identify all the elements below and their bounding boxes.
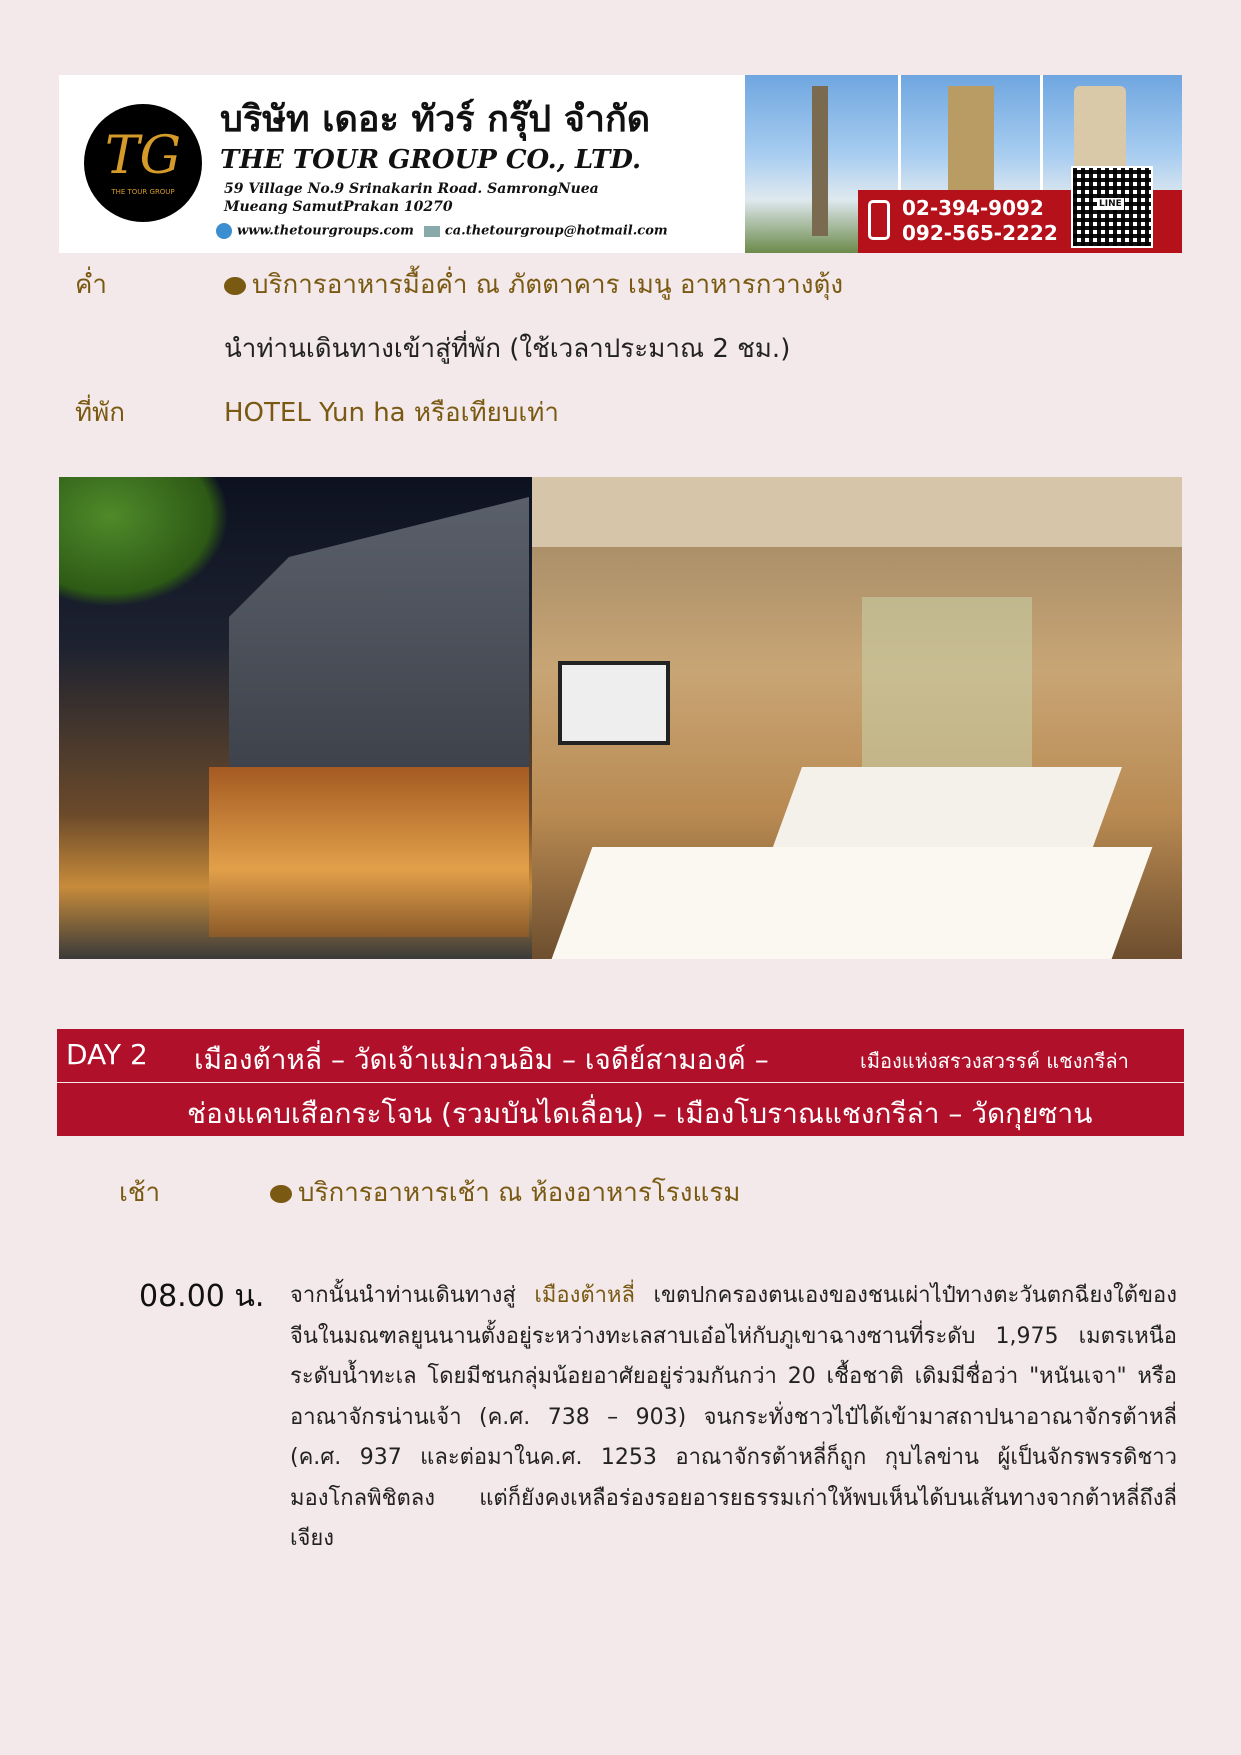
hotel-entrance xyxy=(209,767,529,937)
activity-time: 08.00 น. xyxy=(139,1279,265,1314)
mail-icon xyxy=(424,226,440,237)
hotel-name: HOTEL Yun ha หรือเทียบเท่า xyxy=(224,398,559,428)
day-route-line1-small: เมืองแห่งสรวงสวรรค์ แชงกรีล่า xyxy=(860,1049,1129,1073)
meal-icon xyxy=(270,1185,292,1203)
breakfast-desc: บริการอาหารเช้า ณ ห้องอาหารโรงแรม xyxy=(298,1178,741,1208)
day-route-line2: ช่องแคบเสือกระโจน (รวมบันไดเลื่อน) – เมืองโบราณแชงกรีล่า – วัดกุยซาน xyxy=(187,1097,1093,1130)
dinner-text xyxy=(224,264,843,305)
phone-number-1[interactable]: 02-394-9092 xyxy=(902,196,1044,220)
logo-text: TG xyxy=(104,126,182,186)
desc-highlight: เมืองต้าหลี่ xyxy=(534,1283,635,1308)
logo-subtext: THE TOUR GROUP xyxy=(111,188,175,196)
dinner-desc: บริการอาหารมื้อค่ำ ณ ภัตตาคาร เมนู อาหารกวางตุ้ง xyxy=(252,270,844,300)
day-label: DAY 2 xyxy=(66,1038,148,1071)
qr-label: LINE xyxy=(1099,199,1122,209)
meal-icon xyxy=(224,277,246,295)
company-name-th: บริษัท เดอะ ทัวร์ กรุ๊ป จำกัด xyxy=(220,99,651,140)
hotel-label: ที่พัก xyxy=(75,398,126,428)
hotel-building xyxy=(229,497,529,797)
bed-front xyxy=(552,847,1153,959)
address-line2: Mueang SamutPrakan 10270 xyxy=(224,199,453,215)
day-route-line1: เมืองต้าหลี่ – วัดเจ้าแม่กวนอิม – เจดีย์สามองค์ – xyxy=(194,1043,769,1076)
tv-screen xyxy=(558,661,670,745)
address-line1: 59 Village No.9 Srinakarin Road. SamrongNuea xyxy=(224,181,599,197)
line-qr-code[interactable] xyxy=(1071,166,1153,248)
company-name-en: THE TOUR GROUP CO., LTD. xyxy=(220,145,642,175)
phone-number-2[interactable]: 092-565-2222 xyxy=(902,221,1058,245)
tree-foliage xyxy=(59,477,229,607)
big-ben-image xyxy=(948,86,994,191)
dinner-label: ค่ำ xyxy=(75,270,107,300)
globe-icon xyxy=(216,223,232,239)
contact-row xyxy=(216,223,668,239)
hotel-room-photo xyxy=(532,477,1182,959)
room-ceiling xyxy=(532,477,1182,547)
phone-icon xyxy=(868,200,890,240)
desc-before: จากนั้นนำท่านเดินทางสู่ xyxy=(290,1283,535,1308)
desc-after: เขตปกครองตนเองของชนเผ่าไป๋ทางตะวันตกฉียงใต้ของจีนในมณฑลยูนนานตั้งอยู่ระหว่างทะเลสาบเอ๋อไห่กับภูเขาฉางซานที่ระดับ 1,975 เมตรเหนือระดับน้ำทะเล โดยมีชนกลุ่มน้อยอาศัยอยู่ร่วมกันกว่า 20 เชื้อชาติ เดิมมีชื่อว่า "หนันเจา" หรืออาณาจักรน่านเจ้า (ค.ศ. 738 – 903) จนกระทั่งชาวไป๋ได้เข้ามาสถาปนาอาณาจักรต้าหลี่ (ค.ศ. 937 และต่อมาในค.ศ. 1253 อาณาจักรต้าหลี่ก็ถูก กุบไลข่าน ผู้เป็นจักรพรรดิชาวมองโกลพิชิตลง แต่ก็ยังคงเหลือร่องรอยอารยธรรมเก่าให้พบเห็นได้บนเส้นทางจากต้าหลี่ถึงลี่เจียง xyxy=(290,1283,1178,1551)
travel-note: นำท่านเดินทางเข้าสู่ที่พัก (ใช้เวลาประมาณ 2 ชม.) xyxy=(224,334,791,364)
breakfast-label: เช้า xyxy=(119,1178,161,1208)
activity-description xyxy=(290,1276,1177,1560)
breakfast-text xyxy=(270,1172,740,1213)
email-link[interactable]: ca.thetourgroup@hotmail.com xyxy=(444,223,668,239)
eiffel-tower-image xyxy=(800,86,840,236)
website-link[interactable]: www.thetourgroups.com xyxy=(237,223,414,239)
company-logo xyxy=(84,104,202,222)
hotel-exterior-photo xyxy=(59,477,532,959)
